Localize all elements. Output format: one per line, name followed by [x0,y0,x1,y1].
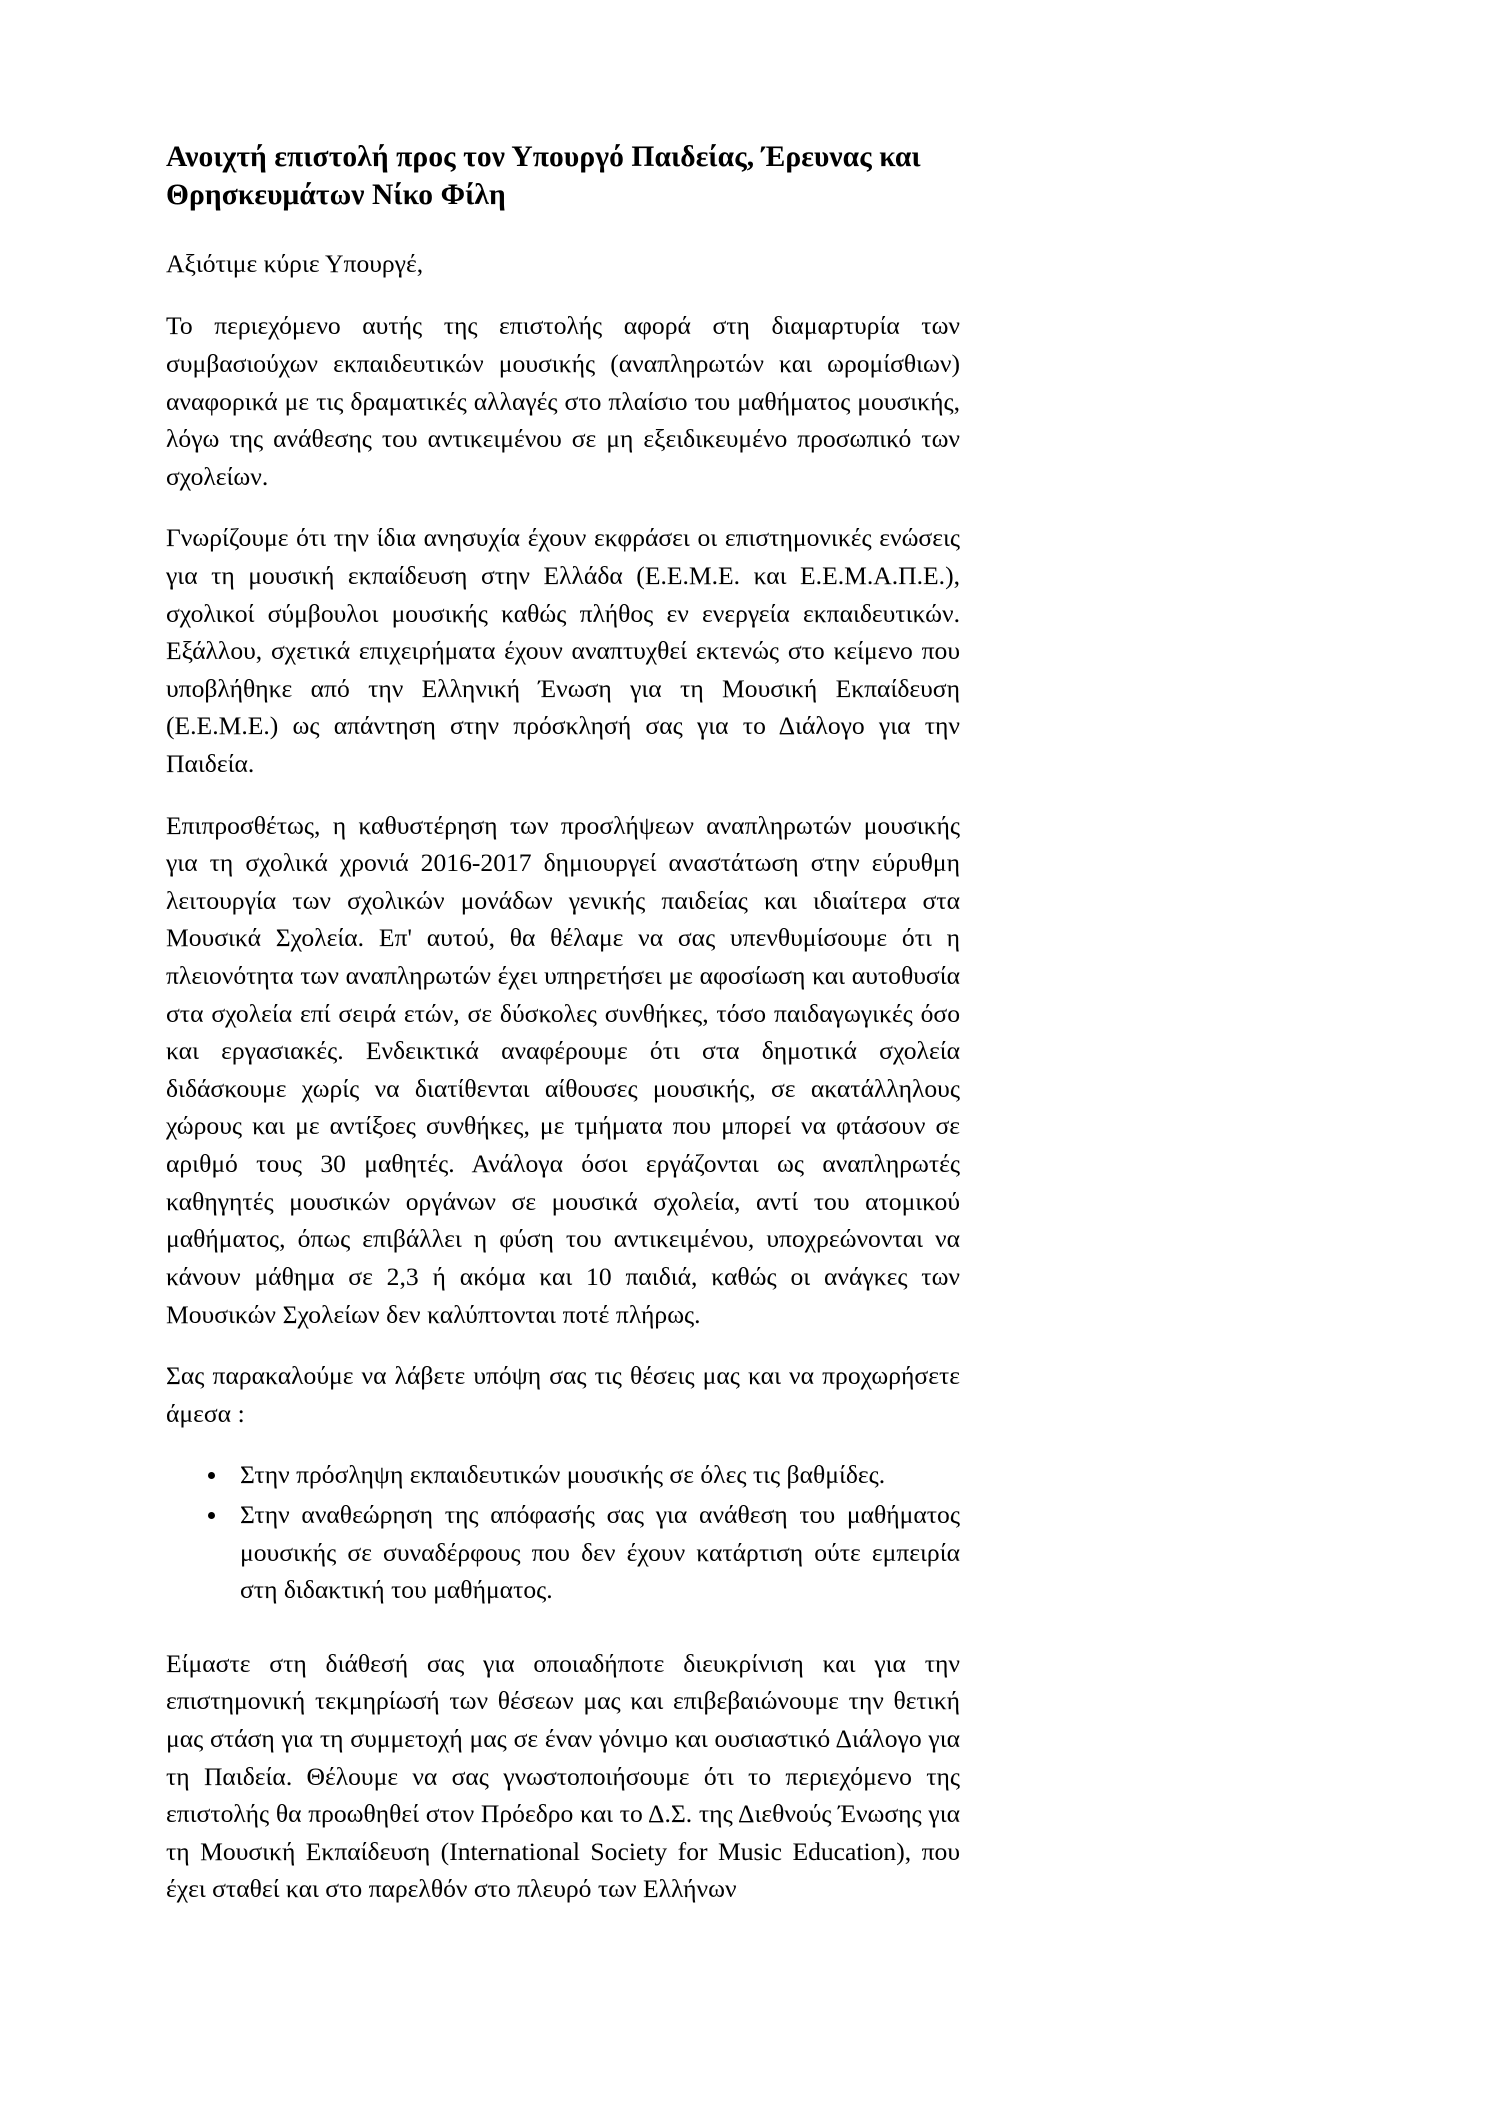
list-item-label: Στην πρόσληψη εκπαιδευτικών μουσικής σε όλες τις βαθμίδες. [240,1460,886,1490]
paragraph-2: Γνωρίζουμε ότι την ίδια ανησυχία έχουν εκφράσει οι επιστημονικές ενώσεις για τη μουσική εκπαίδευση στην Ελλάδα (Ε.Ε.Μ.Ε. και Ε.Ε.Μ.Α.Π.Ε.), σχολικοί σύμβουλοι μουσικής καθώς πλήθος εν ενεργεία εκπαιδευτικών. Εξάλλου, σχετικά επιχειρήματα έχουν αναπτυχθεί εκτενώς στο κείμενο που υποβλήθηκε από την Ελληνική Ένωση για τη Μουσική Εκπαίδευση (Ε.Ε.Μ.Ε.) ως απάντηση στην πρόσκλησή σας για το Διάλογο για την Παιδεία. [166,523,960,778]
document-body [166,138,960,1908]
paragraph-1: Το περιεχόμενο αυτής της επιστολής αφορά στη διαμαρτυρία των συμβασιούχων εκπαιδευτικών μουσικής (αναπληρωτών και ωρομίσθιων) αναφορικά με τις δραματικές αλλαγές στο πλαίσιο του μαθήματος μουσικής, λόγω της ανάθεσης του αντικειμένου σε μη εξειδικευμένο προσωπικό των σχολείων. [166,311,960,491]
page-title-line-1: Ανοιχτή επιστολή προς τον Υπουργό Παιδείας, Έρευνας και [166,141,921,173]
page-title-line-2: Θρησκευμάτων Νίκο Φίλη [166,179,506,212]
list-item [166,1496,960,1609]
paragraph-spacer [166,1611,960,1645]
request-list [166,1456,960,1608]
bullet-dot-icon [208,1472,215,1479]
paragraph-3: Επιπροσθέτως, η καθυστέρηση των προσλήψεων αναπληρωτών μουσικής για τη σχολικά χρονιά 2016-2017 δημιουργεί αναστάτωση στην εύρυθμη λειτουργία των σχολικών μονάδων γενικής παιδείας και ιδιαίτερα στα Μουσικά Σχολεία. Επ' αυτού, θα θέλαμε να σας υπενθυμίσουμε ότι η πλειονότητα των αναπληρωτών έχει υπηρετήσει με αφοσίωση και αυτοθυσία στα σχολεία επί σειρά ετών, σε δύσκολες συνθήκες, τόσο παιδαγωγικές όσο και εργασιακές. Ενδεικτικά αναφέρουμε ότι στα δημοτικά σχολεία διδάσκουμε χωρίς να διατίθενται αίθουσες μουσικής, σε ακατάλληλους χώρους και με αντίξοες συνθήκες, με τμήματα που μπορεί να φτάσουν σε αριθμό τους 30 μαθητές. Ανάλογα όσοι εργάζονται ως αναπληρωτές καθηγητές μουσικών οργάνων σε μουσικά σχολεία, αντί του ατομικού μαθήματος, όπως επιβάλλει η φύση του αντικειμένου, υποχρεώνονται να κάνουν μάθημα σε 2,3 ή ακόμα και 10 παιδιά, καθώς οι ανάγκες των Μουσικών Σχολείων δεν καλύπτονται ποτέ πλήρως. [166,810,960,1329]
paragraph-4-request-intro: Σας παρακαλούμε να λάβετε υπόψη σας τις θέσεις μας και να προχωρήσετε άμεσα : [166,1361,960,1428]
bullet-dot-icon [208,1512,215,1519]
salutation: Αξιότιμε κύριε Υπουργέ, [166,248,424,278]
list-item-label: Στην αναθεώρηση της απόφασής σας για ανάθεση του μαθήματος μουσικής σε συναδέρφους που δεν έχουν κατάρτιση ούτε εμπειρία στη διδακτική του μαθήματος. [240,1499,960,1605]
list-item [166,1456,960,1494]
closing-paragraph: Είμαστε στη διάθεσή σας για οποιαδήποτε διευκρίνιση και για την επιστημονική τεκμηρίωσή των θέσεων μας και επιβεβαιώνουμε την θετική μας στάση για τη συμμετοχή μας σε έναν γόνιμο και ουσιαστικό Διάλογο για τη Παιδεία. Θέλουμε να σας γνωστοποιήσουμε ότι το περιεχόμενο της επιστολής θα προωθηθεί στον Πρόεδρο και το Δ.Σ. της Διεθνούς Ένωσης για τη Μουσική Εκπαίδευση (International Society for Music Education), που έχει σταθεί και στο παρελθόν στο πλευρό των Ελλήνων [166,1648,960,1904]
page-title [166,138,960,215]
